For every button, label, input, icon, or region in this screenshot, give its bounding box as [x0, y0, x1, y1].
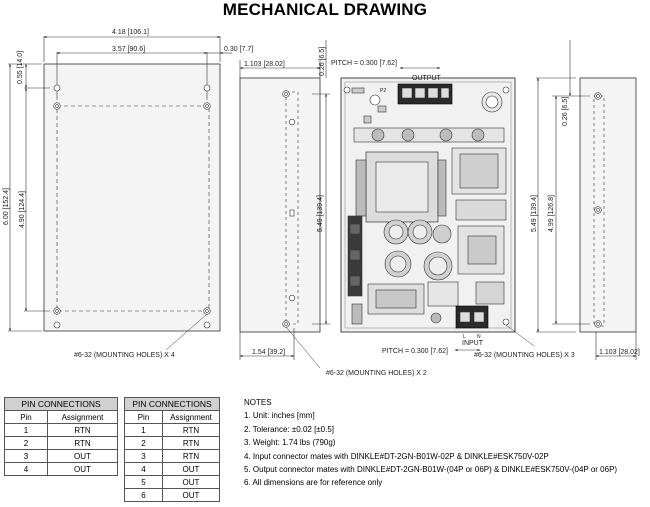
label-pin-l: L [463, 334, 466, 340]
note-item: 5. Output connector mates with DINKLE#DT-2GN-B01W-(04P or 06P) & DINKLE#ESK750V-(04P or 06P) [244, 465, 618, 475]
label-holes-x3: #6-32 (MOUNTING HOLES) X 3 [474, 352, 575, 359]
dim-side-height: 5.49 [139.4] [317, 195, 324, 232]
notes-heading: NOTES [244, 398, 272, 407]
page-title: MECHANICAL DRAWING [222, 0, 428, 19]
table-row [125, 463, 220, 476]
note-item: 4. Input connector mates with DINKLE#DT-2GN-B01W-02P & DINKLE#ESK750V-02P [244, 451, 549, 461]
note-item: 2. Tolerance: ±0.02 [±0.5] [244, 424, 335, 434]
table-title: PIN CONNECTIONS [5, 398, 118, 411]
pin-number: 3 [5, 450, 48, 463]
label-input: INPUT [462, 340, 483, 347]
column-header-assignment: Assignment [47, 411, 117, 424]
dim-right-hole-spacing: 4.99 [126.8] [548, 195, 555, 232]
dim-edge-top: 0.55 [14.0] [17, 50, 24, 84]
table-row [125, 489, 220, 502]
pin-assignment: OUT [47, 463, 117, 476]
dim-right-height: 5.49 [139.4] [531, 195, 538, 232]
pcb-view [341, 78, 515, 332]
pin-assignment: RTN [47, 424, 117, 437]
pin-number: 2 [5, 437, 48, 450]
notes-section [244, 396, 617, 490]
table-row [125, 437, 220, 450]
pin-number: 4 [5, 463, 48, 476]
column-header-assignment: Assignment [163, 411, 220, 424]
pin-assignment: OUT [163, 463, 220, 476]
pin-number: 6 [125, 489, 163, 502]
label-pin-p2: P2 [380, 88, 387, 94]
dim-overall-width: 4.18 [106.1] [112, 29, 149, 36]
column-header-pin: Pin [125, 411, 163, 424]
mounting-hole [503, 319, 509, 325]
pin-assignment: OUT [47, 450, 117, 463]
pin-connections-table-left [4, 397, 118, 476]
table-row [5, 437, 118, 450]
table-row [125, 450, 220, 463]
mounting-hole [344, 87, 350, 93]
pin-number: 3 [125, 450, 163, 463]
pin-assignment: RTN [47, 437, 117, 450]
pin-assignment: RTN [163, 437, 220, 450]
pin-number: 1 [125, 424, 163, 437]
dim-edge-right: 0.30 [7.7] [224, 46, 254, 53]
pin-number: 1 [5, 424, 48, 437]
note-item: 6. All dimensions are for reference only [244, 478, 383, 488]
table-row [5, 463, 118, 476]
pin-assignment: OUT [163, 489, 220, 502]
dim-pitch-input: PITCH = 0.300 [7.62] [382, 348, 448, 355]
table-row [5, 450, 118, 463]
pin-assignment: RTN [163, 424, 220, 437]
pin-number: 4 [125, 463, 163, 476]
label-pin-n: N [477, 334, 481, 340]
top-view [8, 36, 232, 331]
table-row [5, 424, 118, 437]
dim-side-depth: 1.103 [28.02] [244, 61, 285, 68]
dim-pitch-output: PITCH = 0.300 [7.62] [331, 60, 397, 67]
note-item: 1. Unit: inches [mm] [244, 411, 315, 421]
dim-hole-spacing-height: 4.90 [124.4] [19, 191, 26, 228]
pin-assignment: RTN [163, 450, 220, 463]
pin-number: 5 [125, 476, 163, 489]
pin-connections-table-right [124, 397, 220, 502]
dim-side-bottom-width: 1.54 [39.2] [252, 349, 286, 356]
note-item: 3. Weight: 1.74 lbs (790g) [244, 438, 336, 448]
column-header-pin: Pin [5, 411, 48, 424]
label-holes-x2: #6-32 (MOUNTING HOLES) X 2 [326, 370, 427, 377]
pin-number: 2 [125, 437, 163, 450]
label-holes-x4: #6-32 (MOUNTING HOLES) X 4 [74, 352, 175, 359]
label-output: OUTPUT [412, 75, 441, 82]
dim-hole-spacing-width: 3.57 [90.6] [112, 46, 146, 53]
dim-right-depth: 1.103 [28.02] [599, 349, 640, 356]
dim-side-offset: 0.26 [6.5] [319, 46, 326, 76]
dim-overall-height: 6.00 [152.4] [3, 188, 10, 225]
table-row [125, 476, 220, 489]
pin-assignment: OUT [163, 476, 220, 489]
table-title: PIN CONNECTIONS [125, 398, 220, 411]
table-row [125, 424, 220, 437]
dim-right-top: 0.26 [6.5] [562, 96, 569, 126]
mounting-hole [503, 87, 509, 93]
